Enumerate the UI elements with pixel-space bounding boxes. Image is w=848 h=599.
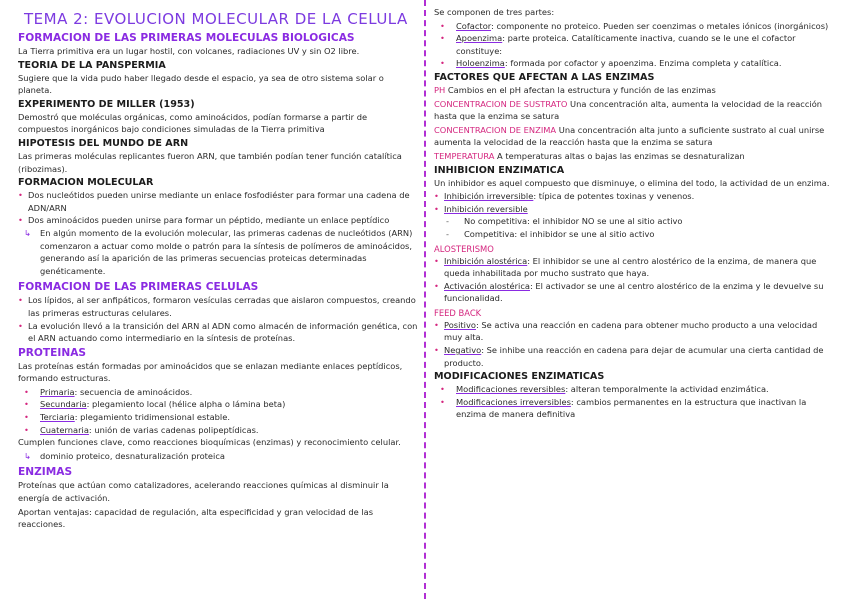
bullet-negative: • Negativo: Se inhibe una reacción en cadena para dejar de acumular una cierta cantidad de producto. (434, 344, 834, 369)
paragraph-miller: Demostró que moléculas orgánicas, como aminoácidos, podían formarse a partir de compuestos inorgánicos bajo condiciones simuladas de la Tierra primitiva (18, 111, 368, 135)
factor-substrate: CONCENTRACION DE SUSTRATO Una concentración alta, aumenta la velocidad de la reacción hasta que la enzima se satura (434, 98, 823, 122)
arrow-note-domain: ↳ dominio proteico, desnaturalización proteica (18, 450, 418, 463)
heading-feedback: FEED BACK (434, 307, 482, 318)
section-heading-cells: FORMACION DE LAS PRIMERAS CELULAS (18, 281, 259, 294)
list-item: • Secundaria: plegamiento local (hélice alpha o lámina beta) (18, 398, 418, 411)
paragraph-enzymes-2: Aportan ventajas: capacidad de regulación, alta especificidad y gran velocidad de las reacciones. (18, 506, 374, 530)
bullet-lipids: • Los lípidos, al ser anfipáticos, formaron vesículas cerradas que aislaron compuestos, creando las primeras estructuras celulares. (18, 294, 418, 319)
factor-temperature: TEMPERATURA A temperaturas altas o bajas las enzimas se desnaturalizan (434, 150, 745, 161)
factor-ph: PH Cambios en el pH afectan la estructura y función de las enzimas (434, 84, 716, 95)
bullet-irreversible-mod: • Modificaciones irreversibles: cambios permanentes en la estructura que inactivan la enzima de manera definitiva (434, 396, 834, 421)
arrow-note-evolution: ↳ En algún momento de la evolución molecular, las primeras cadenas de nucleótidos (ARN) comenzaron a actuar como molde o patrón para la síntesis de polímeros de aminoácidos, generando así la aparición de las primeras secuencias proteicas determinadas genéticamente. (18, 227, 418, 277)
heading-factors: FACTORES QUE AFECTAN A LAS ENZIMAS (434, 71, 655, 83)
section-heading-molecules: FORMACION DE LAS PRIMERAS MOLECULAS BIOLOGICAS (18, 32, 355, 44)
heading-miller: EXPERIMENTO DE MILLER (1953) (18, 98, 195, 110)
page-title: TEMA 2: EVOLUCION MOLECULAR DE LA CELULA (24, 10, 408, 28)
list-item: • Cuaternaria: unión de varias cadenas polipeptídicas. (18, 424, 418, 437)
right-column (428, 0, 848, 599)
paragraph-primitive-earth: La Tierra primitiva era un lugar hostil, con volcanes, radiaciones UV y sin O2 libre. (18, 46, 360, 56)
paragraph-panspermia: Sugiere que la vida pudo haber llegado desde el espacio, ya sea de otro sistema solar o planeta. (18, 72, 384, 96)
bullet-rna-dna: • La evolución llevó a la transición del ARN al ADN como almacén de información genética, con el ARN actuando como intermediario en la síntesis de proteínas. (18, 320, 418, 345)
heading-rna-world: HIPOTESIS DEL MUNDO DE ARN (18, 137, 189, 149)
bullet-amino-acids: • Dos aminoácidos pueden unirse para formar un péptido, mediante un enlace peptídico (18, 214, 418, 227)
heading-panspermia: TEORIA DE LA PANSPERMIA (18, 59, 166, 71)
list-item: • Primaria: secuencia de aminoácidos. (18, 386, 418, 399)
bullet-reversible: • Inhibición reversible (434, 203, 834, 216)
sub-competitive: - Competitiva: el inhibidor se une al sitio activo (434, 228, 834, 241)
paragraph-enzymes-1: Proteínas que actúan como catalizadores, acelerando reacciones químicas al disminuir la energía de activación. (18, 480, 389, 504)
section-heading-proteins: PROTEINAS (18, 346, 87, 359)
bullet-allosteric-inhibition: • Inhibición alostérica: El inhibidor se une al centro alostérico de la enzima, de manera que queda inhabilitada por mucho sustrato que haya. (434, 255, 834, 280)
bullet-allosteric-activation: • Activación alostérica: El activador se une al centro alostérico de la enzima y le devuelve su funcionalidad. (434, 280, 834, 305)
paragraph-parts-intro: Se componen de tres partes: (434, 7, 555, 17)
bullet-reversible-mod: • Modificaciones reversibles: alteran temporalmente la actividad enzimática. (434, 383, 834, 396)
heading-inhibition: INHIBICION ENZIMATICA (434, 164, 565, 176)
list-item: • Holoenzima: formada por cofactor y apoenzima. Enzima completa y catalítica. (434, 57, 834, 70)
list-item: • Terciaria: plegamiento tridimensional estable. (18, 411, 418, 424)
paragraph-inhibitor: Un inhibidor es aquel compuesto que disminuye, o elimina del todo, la actividad de un enzima. (434, 177, 830, 188)
heading-allosterism: ALOSTERISMO (434, 243, 494, 254)
list-item: • Apoenzima: parte proteica. Catalíticamente inactiva, cuando se le une el cofactor constituye: (434, 32, 834, 57)
paragraph-protein-functions: Cumplen funciones clave, como reacciones bioquímicas (enzimas) y reconocimiento celular. (18, 437, 401, 448)
list-item: • Cofactor: componente no proteico. Pueden ser coenzimas o metales iónicos (inorgánicos) (434, 20, 834, 33)
paragraph-rna-world: Las primeras moléculas replicantes fueron ARN, que también podían tener función catalítica (ribozimas). (18, 150, 402, 174)
column-divider (424, 0, 426, 599)
heading-modifications: MODIFICACIONES ENZIMATICAS (434, 371, 605, 383)
factor-enzyme: CONCENTRACION DE ENZIMA Una concentración alta junto a suficiente sustrato al cual unirse aumenta la velocidad de la reacción hasta que la enzima se satura (434, 124, 825, 148)
section-heading-enzymes: ENZIMAS (18, 466, 73, 479)
bullet-irreversible: • Inhibición irreversible: típica de potentes toxinas y venenos. (434, 190, 834, 203)
heading-molecular-formation: FORMACION MOLECULAR (18, 177, 154, 189)
bullet-nucleotides: • Dos nucleótidos pueden unirse mediante un enlace fosfodiéster para formar una cadena de ADN/ARN (18, 189, 418, 214)
sub-noncompetitive: - No competitiva: el inhibidor NO se une al sitio activo (434, 215, 834, 228)
paragraph-proteins: Las proteínas están formadas por aminoácidos que se enlazan mediante enlaces peptídicos, formando estructuras. (18, 360, 403, 384)
bullet-positive: • Positivo: Se activa una reacción en cadena para obtener mucho producto a una velocidad muy alta. (434, 319, 834, 344)
